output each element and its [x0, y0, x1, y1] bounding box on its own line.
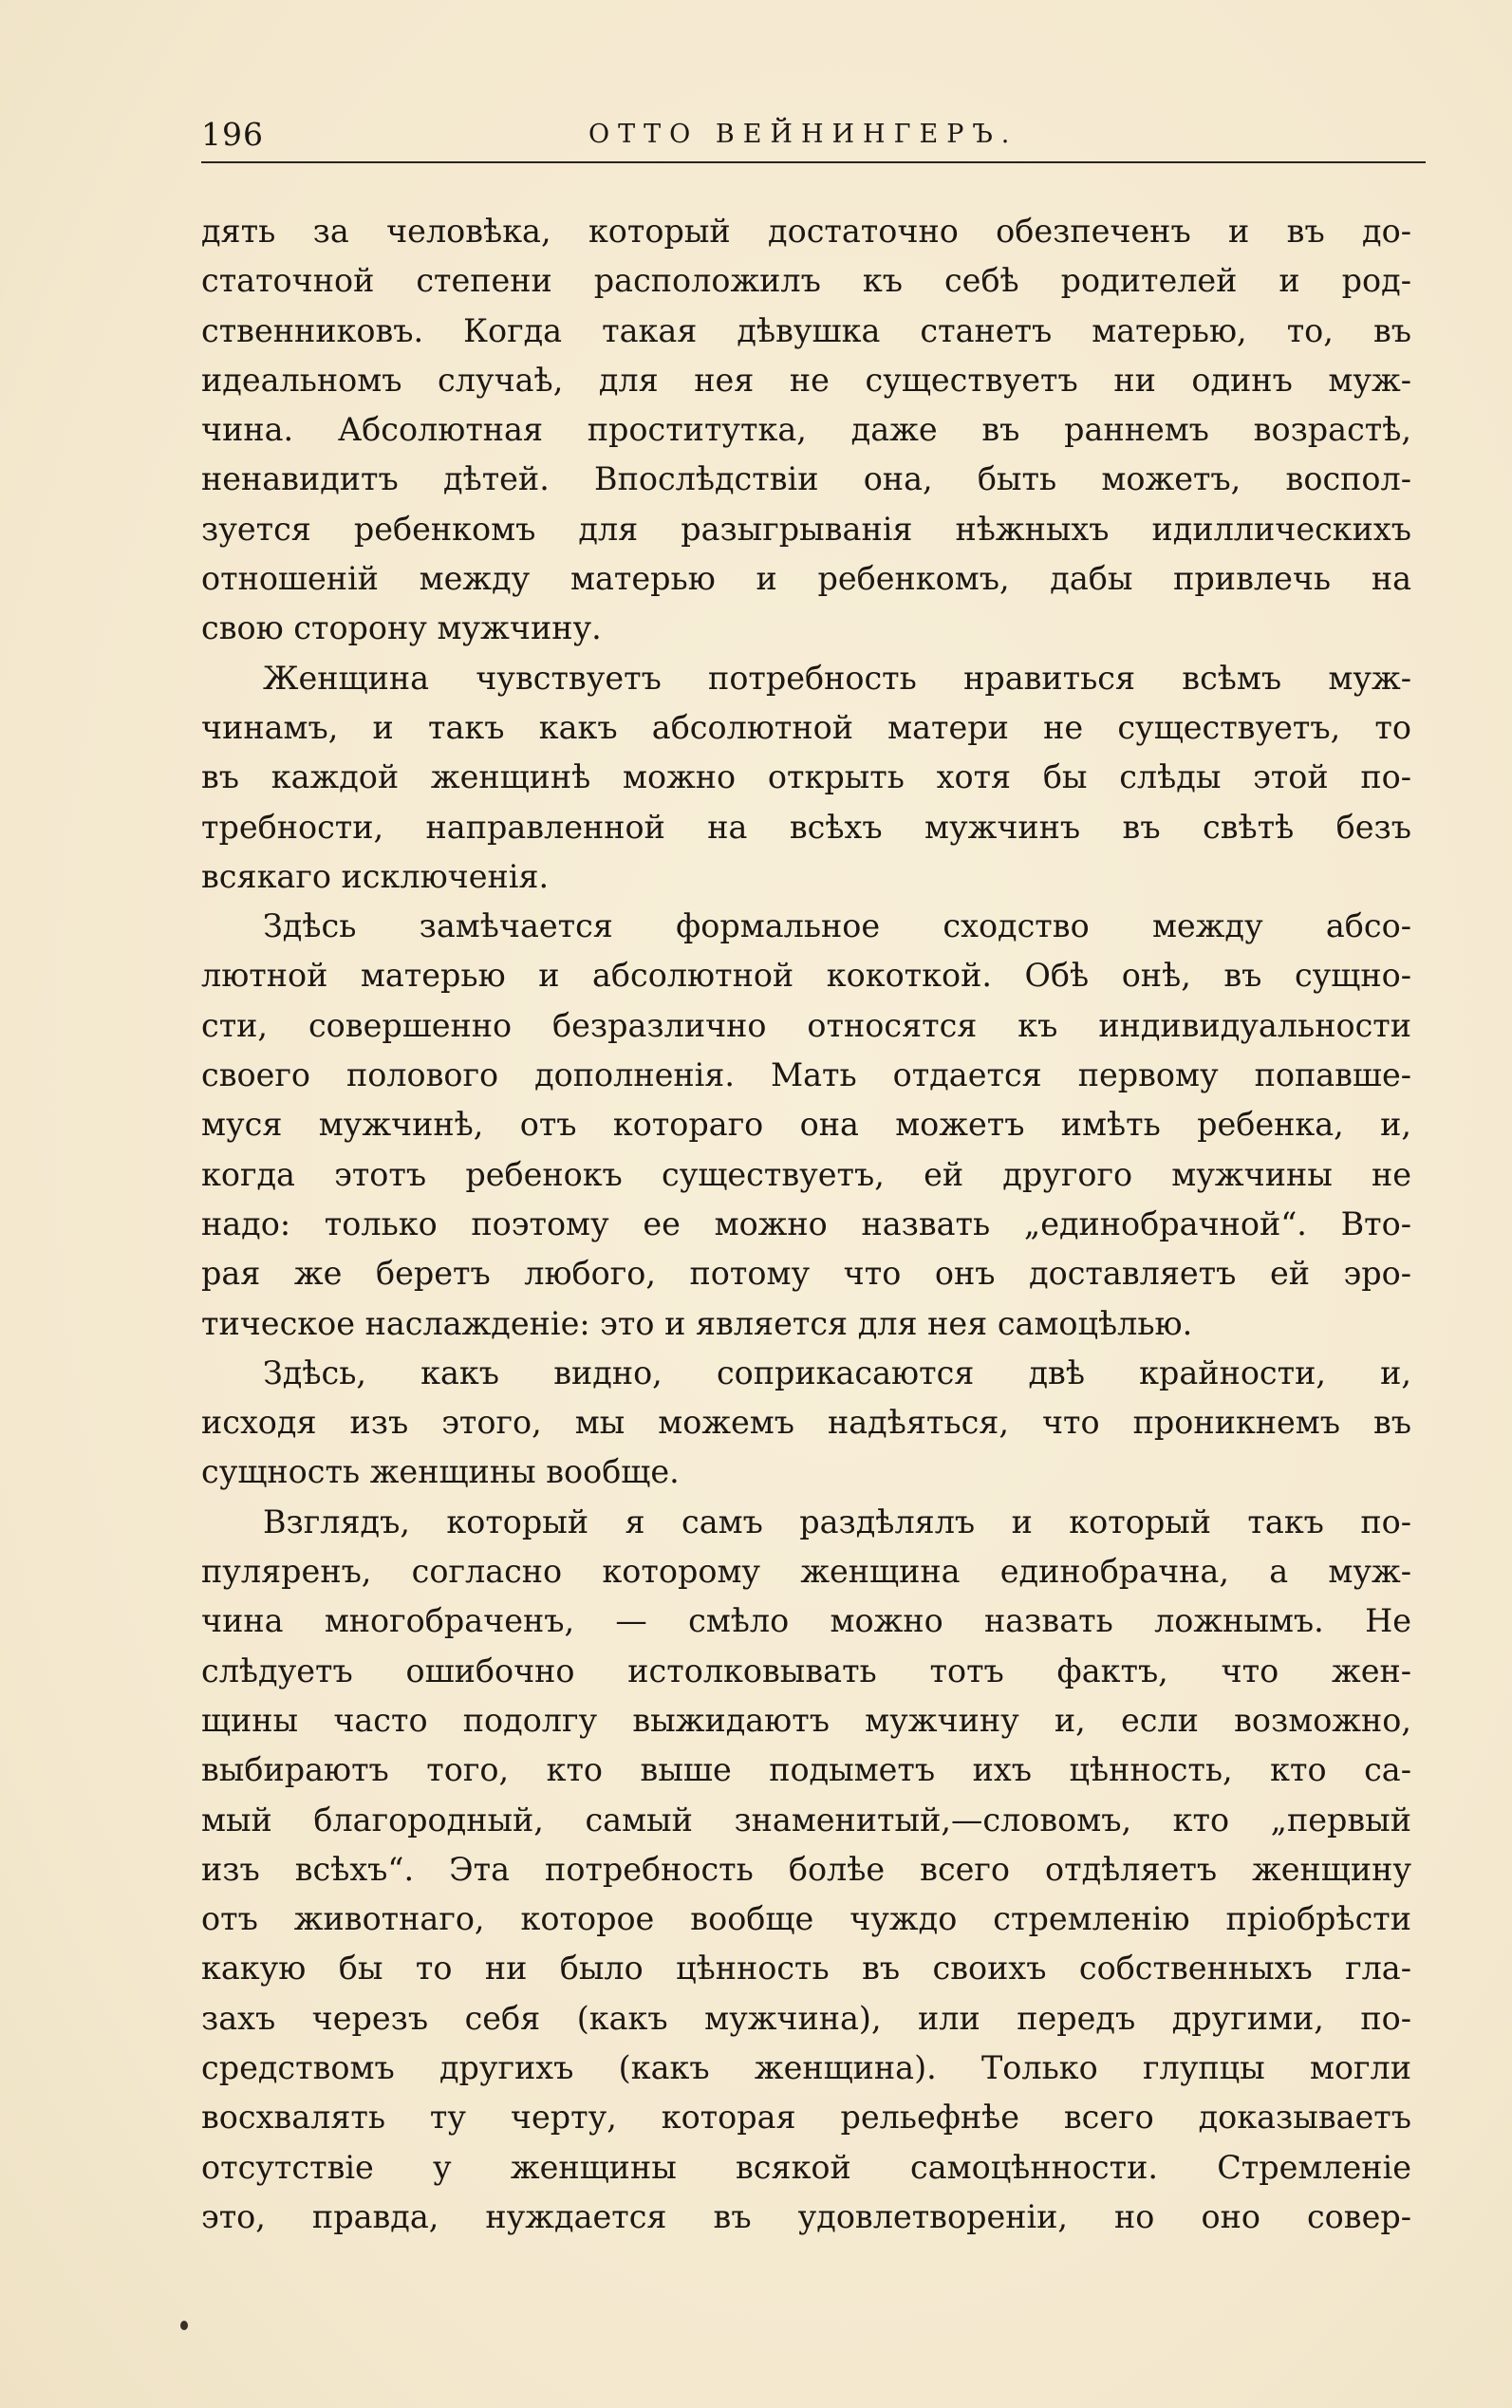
- text-line: пуляренъ, согласно которому женщина единобрачна, а муж-: [201, 1553, 1411, 1591]
- page-header: [201, 112, 1426, 161]
- text-line: изъ всѣхъ“. Эта потребность болѣе всего отдѣляетъ женщину: [201, 1850, 1411, 1888]
- text-line: отношеній между матерью и ребенкомъ, дабы привлечь на: [201, 560, 1411, 598]
- text-line: Здѣсь, какъ видно, соприкасаются двѣ крайности, и,: [263, 1353, 1411, 1391]
- text-line: ственниковъ. Когда такая дѣвушка станетъ матерью, то, въ: [201, 311, 1411, 349]
- text-line: дять за человѣка, который достаточно обезпеченъ и въ до-: [201, 213, 1411, 250]
- text-line: муся мужчинѣ, отъ котораго она можетъ имѣть ребенка, и,: [201, 1106, 1411, 1144]
- text-line: чина. Абсолютная проститутка, даже въ раннемъ возрастѣ,: [201, 411, 1411, 449]
- text-line: тическое наслажденіе: это и является для нея самоцѣлью.: [201, 1304, 1193, 1342]
- text-line: это, правда, нуждается въ удовлетвореніи, но оно совер-: [201, 2197, 1411, 2235]
- text-line: исходя изъ этого, мы можемъ надѣяться, что проникнемъ въ: [201, 1404, 1411, 1442]
- text-line: статочной степени расположилъ къ себѣ родителей и род-: [201, 262, 1411, 300]
- text-line: Женщина чувствуетъ потребность нравиться всѣмъ муж-: [263, 659, 1411, 697]
- text-line: восхвалять ту черту, которая рельефнѣе всего доказываетъ: [201, 2099, 1411, 2137]
- text-line: сти, совершенно безразлично относятся къ индивидуальности: [201, 1006, 1411, 1044]
- text-line: Взглядъ, который я самъ раздѣлялъ и который такъ по-: [263, 1503, 1411, 1540]
- body-text: [201, 207, 1411, 2242]
- text-line: чина многобраченъ, — смѣло можно назвать ложнымъ. Не: [201, 1602, 1411, 1640]
- text-line: свою сторону мужчину.: [201, 609, 602, 647]
- header-rule: [201, 161, 1426, 163]
- text-line: въ каждой женщинѣ можно открыть хотя бы слѣды этой по-: [201, 758, 1411, 796]
- text-line: надо: только поэтому ее можно назвать „единобрачной“. Вто-: [201, 1204, 1411, 1242]
- text-line: идеальномъ случаѣ, для нея не существуетъ ни одинъ муж-: [201, 361, 1411, 399]
- ink-spot: [180, 2321, 188, 2330]
- text-line: Здѣсь замѣчается формальное сходство между абсо-: [263, 907, 1411, 945]
- text-line: своего полового дополненія. Мать отдается первому попавше-: [201, 1056, 1411, 1094]
- text-line: средствомъ другихъ (какъ женщина). Только глупцы могли: [201, 2048, 1411, 2086]
- text-line: слѣдуетъ ошибочно истолковывать тотъ фактъ, что жен-: [201, 1652, 1411, 1689]
- text-line: когда этотъ ребенокъ существуетъ, ей другого мужчины не: [201, 1155, 1411, 1193]
- text-line: лютной матерью и абсолютной кокоткой. Обѣ онѣ, въ сущно-: [201, 957, 1411, 995]
- text-line: захъ черезъ себя (какъ мужчина), или передъ другими, по-: [201, 1999, 1411, 2037]
- text-line: выбираютъ того, кто выше подыметъ ихъ цѣнность, кто са-: [201, 1751, 1411, 1789]
- page-number: 196: [201, 116, 264, 153]
- text-line: всякаго исключенія.: [201, 857, 550, 895]
- text-line: мый благородный, самый знаменитый,—словомъ, кто „первый: [201, 1801, 1411, 1839]
- text-line: щины часто подолгу выжидаютъ мужчину и, если возможно,: [201, 1701, 1411, 1739]
- text-line: чинамъ, и такъ какъ абсолютной матери не существуетъ, то: [201, 708, 1411, 746]
- text-line: рая же беретъ любого, потому что онъ доставляетъ ей эро-: [201, 1255, 1411, 1293]
- text-line: ненавидитъ дѣтей. Впослѣдствіи она, быть можетъ, воспол-: [201, 460, 1411, 498]
- text-line: зуется ребенкомъ для разыгрыванія нѣжныхъ идиллическихъ: [201, 510, 1411, 548]
- text-line: требности, направленной на всѣхъ мужчинъ въ свѣтѣ безъ: [201, 808, 1411, 846]
- text-line: какую бы то ни было цѣнность въ своихъ собственныхъ гла-: [201, 1950, 1411, 1988]
- text-line: сущность женщины вообще.: [201, 1453, 680, 1491]
- text-line: отсутствіе у женщины всякой самоцѣнности. Стремленіе: [201, 2148, 1411, 2186]
- text-line: отъ животнаго, которое вообще чуждо стремленію пріобрѣсти: [201, 1900, 1411, 1938]
- running-title: ОТТО ВЕЙНИНГЕРЪ.: [588, 120, 1018, 149]
